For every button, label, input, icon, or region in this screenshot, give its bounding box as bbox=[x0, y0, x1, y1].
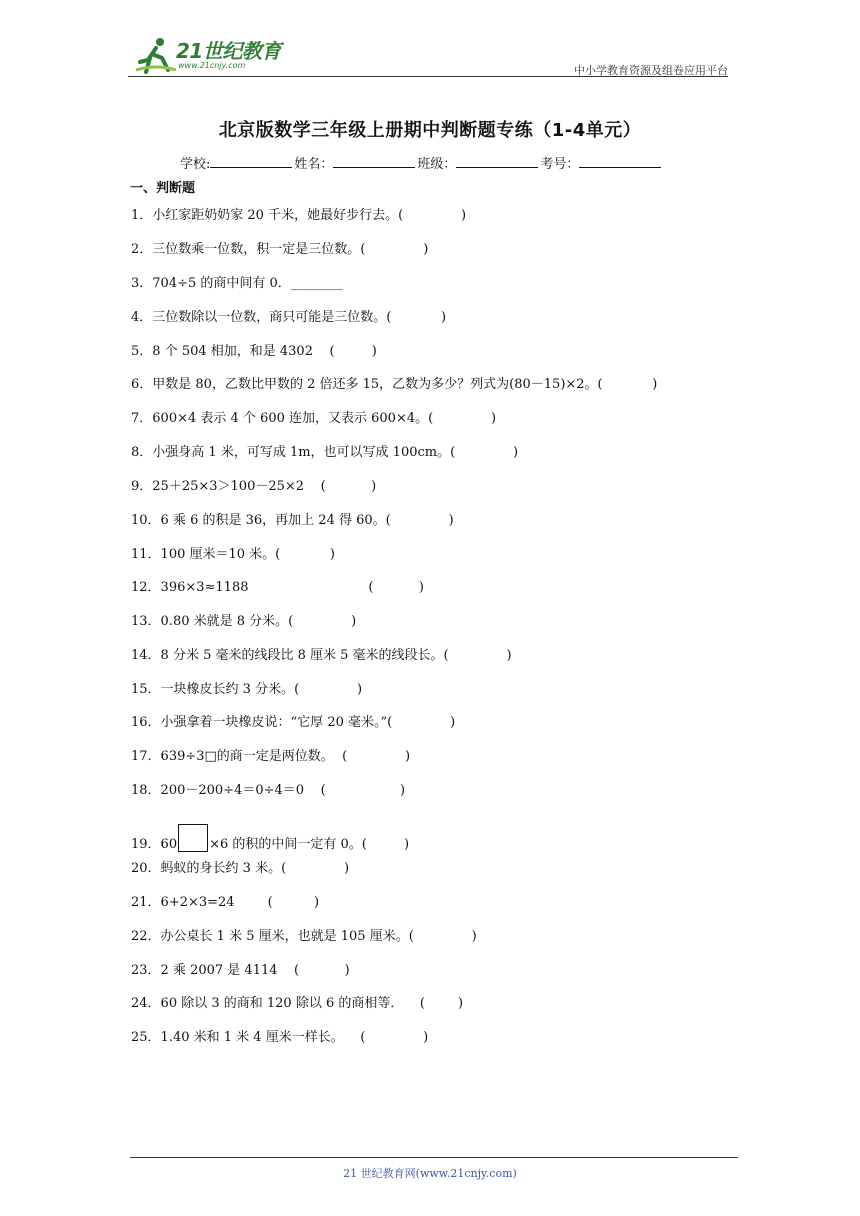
question-22: 22．办公桌长 1 米 5 厘米，也就是 105 厘米。( ) bbox=[131, 929, 477, 944]
question-7: 7．600×4 表示 4 个 600 连加，又表示 600×4。( ) bbox=[131, 411, 497, 426]
question-6: 6．甲数是 80，乙数比甲数的 2 倍还多 15，乙数为多少？列式为(80－15)×2。( ) bbox=[131, 377, 658, 392]
name-label: 姓名： bbox=[294, 157, 334, 172]
footer-link[interactable]: 21 世纪教育网(www.21cnjy.com) bbox=[343, 1167, 517, 1180]
question-25: 25．1.40 米和 1 米 4 厘米一样长。 ( ) bbox=[131, 1030, 429, 1045]
question-11: 11．100 厘米＝10 米。( ) bbox=[131, 547, 335, 562]
question-20: 20．蚂蚁的身长约 3 米。( ) bbox=[131, 861, 350, 876]
question-4: 4．三位数除以一位数，商只可能是三位数。( ) bbox=[131, 310, 447, 325]
question-14: 14．8 分米 5 毫米的线段比 8 厘米 5 毫米的线段长。( ) bbox=[131, 648, 512, 663]
logo-url: www.21cnjy.com bbox=[178, 61, 246, 70]
exam-no-label: 考号： bbox=[540, 157, 580, 172]
question-18: 18．200－200÷4＝0÷4＝0 ( ) bbox=[131, 783, 406, 798]
question-2: 2．三位数乘一位数，积一定是三位数。( ) bbox=[131, 242, 429, 257]
name-blank[interactable] bbox=[333, 153, 415, 168]
header-divider bbox=[128, 76, 728, 77]
page-title: 北京版数学三年级上册期中判断题专练（1-4单元） bbox=[218, 120, 642, 141]
blank-square bbox=[178, 824, 208, 852]
question-23: 23．2 乘 2007 是 4114 ( ) bbox=[131, 963, 350, 978]
exam-no-blank[interactable] bbox=[579, 153, 661, 168]
runner-icon bbox=[136, 36, 176, 76]
question-19: 19．60 ×6 的积的中间一定有 0。( ) bbox=[131, 824, 409, 852]
site-logo bbox=[128, 34, 288, 78]
question-17: 17．639÷3□的商一定是两位数。 ( ) bbox=[131, 749, 411, 764]
question-13: 13．0.80 米就是 8 分米。( ) bbox=[131, 614, 357, 629]
question-12: 12．396×3≈1188 ( ) bbox=[131, 580, 424, 595]
student-info-line bbox=[180, 153, 663, 172]
question-15: 15．一块橡皮长约 3 分米。( ) bbox=[131, 682, 363, 697]
question-1: 1．小红家距奶奶家 20 千米，她最好步行去。( ) bbox=[131, 208, 467, 223]
question-24: 24．60 除以 3 的商和 120 除以 6 的商相等． ( ) bbox=[131, 996, 464, 1011]
class-label: 班级： bbox=[417, 157, 457, 172]
question-5: 5．8 个 504 相加，和是 4302 ( ) bbox=[131, 344, 377, 359]
class-blank[interactable] bbox=[456, 153, 538, 168]
logo-text: 21世纪教育 bbox=[176, 39, 281, 63]
question-3: 3．704÷5 的商中间有 0．________ bbox=[131, 276, 343, 291]
section-title: 一、判断题 bbox=[130, 181, 196, 196]
question-21: 21．6+2×3=24 ( ) bbox=[131, 895, 320, 910]
platform-name: 中小学教育资源及组卷应用平台 bbox=[574, 64, 728, 77]
page-header bbox=[128, 34, 728, 78]
footer-divider bbox=[130, 1157, 738, 1158]
question-8: 8．小强身高 1 米，可写成 1m，也可以写成 100cm。( ) bbox=[131, 445, 519, 460]
question-10: 10．6 乘 6 的积是 36，再加上 24 得 60。( ) bbox=[131, 513, 454, 528]
question-9: 9．25＋25×3＞100－25×2 ( ) bbox=[131, 479, 377, 494]
school-label: 学校: bbox=[180, 157, 211, 172]
question-16: 16．小强拿着一块橡皮说：“它厚 20 毫米。”( ) bbox=[131, 715, 456, 730]
school-blank[interactable] bbox=[210, 153, 292, 168]
